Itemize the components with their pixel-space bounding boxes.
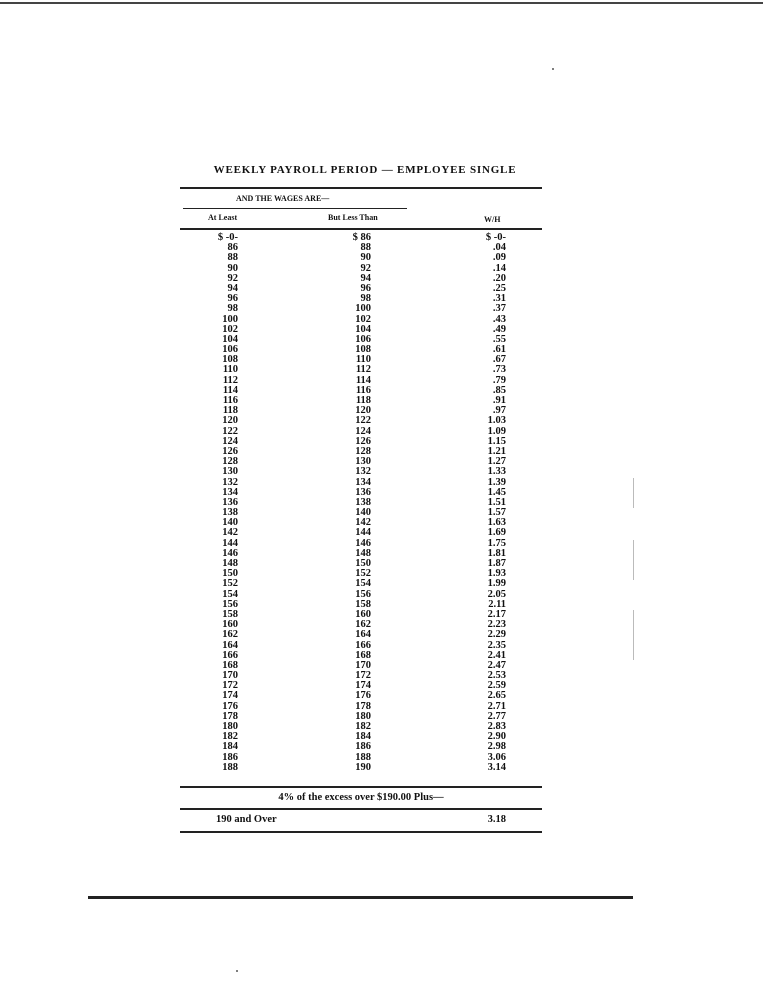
cell-wh: .73 — [492, 364, 506, 376]
cell-less-than: 120 — [355, 405, 371, 417]
cell-wh: 1.75 — [487, 537, 506, 549]
cell-wh: .25 — [492, 282, 506, 294]
cell-at-least: 94 — [227, 282, 238, 294]
cell-at-least: 158 — [222, 608, 238, 620]
cell-wh: .55 — [492, 333, 506, 345]
cell-at-least: 156 — [222, 598, 238, 610]
cell-wh: 1.69 — [487, 527, 506, 539]
cell-at-least: 86 — [227, 242, 238, 254]
header-rule — [180, 228, 542, 230]
cell-less-than: 144 — [355, 527, 371, 539]
cell-at-least: 110 — [222, 364, 238, 376]
cell-wh: 2.41 — [487, 649, 506, 661]
cell-less-than: 90 — [360, 252, 371, 264]
speck — [552, 68, 554, 70]
header-at-least: At Least — [208, 213, 238, 222]
cell-less-than: 134 — [355, 476, 371, 488]
cell-wh: 1.81 — [487, 547, 506, 559]
cell-at-least: 122 — [222, 425, 238, 437]
cell-less-than: 128 — [355, 445, 371, 457]
cell-wh: 1.09 — [487, 425, 506, 437]
table-end-rule — [180, 786, 542, 788]
cell-at-least: 92 — [227, 272, 238, 284]
margin-mark — [633, 478, 634, 508]
cell-less-than: $ 86 — [352, 232, 371, 243]
cell-at-least: 88 — [227, 252, 238, 264]
column-less-than — [345, 233, 371, 773]
speck — [236, 970, 238, 972]
cell-wh: 1.27 — [487, 456, 506, 468]
cell-at-least: 182 — [222, 731, 238, 743]
cell-less-than: 184 — [355, 731, 371, 743]
cell-less-than: 162 — [355, 619, 371, 631]
cell-wh: .91 — [492, 395, 506, 406]
table-bottom-rule — [180, 831, 542, 833]
cell-less-than: 118 — [355, 395, 371, 406]
cell-wh: 2.90 — [487, 731, 506, 743]
cell-wh: 3.14 — [487, 761, 506, 773]
title-rule — [180, 187, 542, 189]
cell-at-least: 106 — [222, 344, 238, 356]
cell-at-least: 128 — [222, 456, 238, 468]
column-at-least — [212, 233, 238, 773]
cell-wh: 1.21 — [487, 445, 506, 457]
cell-less-than: 104 — [355, 323, 371, 335]
cell-wh: .37 — [492, 303, 506, 315]
cell-less-than: 158 — [355, 598, 371, 610]
cell-at-least: 160 — [222, 619, 238, 631]
cell-at-least: 90 — [227, 262, 238, 274]
cell-at-least: 104 — [222, 333, 238, 345]
cell-at-least: 96 — [227, 293, 238, 305]
cell-wh: 2.29 — [487, 629, 506, 641]
over-row-value: 3.18 — [487, 814, 506, 825]
cell-wh: 2.11 — [488, 598, 506, 610]
cell-wh: 1.39 — [487, 476, 506, 488]
cell-at-least: 130 — [222, 466, 238, 478]
cell-less-than: 170 — [355, 659, 371, 671]
margin-mark — [633, 540, 634, 580]
cell-less-than: 152 — [355, 568, 371, 580]
cell-wh: 2.65 — [487, 690, 506, 702]
cell-less-than: 188 — [355, 751, 371, 763]
column-wh — [482, 233, 506, 773]
cell-wh: .43 — [492, 313, 506, 325]
cell-wh: .14 — [492, 262, 506, 274]
cell-wh: $ -0- — [485, 232, 506, 243]
cell-at-least: 146 — [222, 547, 238, 559]
cell-wh: .97 — [492, 405, 506, 417]
cell-wh: .20 — [492, 272, 506, 284]
cell-at-least: 150 — [222, 568, 238, 580]
cell-less-than: 140 — [355, 507, 371, 519]
cell-less-than: 130 — [355, 456, 371, 468]
cell-at-least: 98 — [227, 303, 238, 315]
cell-wh: 2.53 — [487, 670, 506, 682]
cell-wh: .79 — [492, 374, 506, 386]
cell-at-least: 168 — [222, 659, 238, 671]
cell-wh: 1.03 — [487, 415, 506, 427]
cell-less-than: 178 — [355, 700, 371, 712]
cell-at-least: 166 — [222, 649, 238, 661]
cell-wh: 1.15 — [487, 435, 506, 447]
cell-at-least: 172 — [222, 680, 238, 692]
cell-less-than: 102 — [355, 313, 371, 325]
cell-at-least: 120 — [222, 415, 238, 427]
cell-at-least: 164 — [222, 639, 238, 651]
cell-less-than: 110 — [355, 354, 371, 366]
cell-less-than: 168 — [355, 649, 371, 661]
cell-less-than: 116 — [355, 384, 371, 396]
cell-less-than: 172 — [355, 670, 371, 682]
cell-wh: 2.77 — [487, 710, 506, 722]
cell-at-least: 154 — [222, 588, 238, 600]
cell-less-than: 92 — [360, 262, 371, 274]
cell-wh: .61 — [492, 344, 506, 356]
cell-at-least: 186 — [222, 751, 238, 763]
cell-less-than: 124 — [355, 425, 371, 437]
cell-less-than: 142 — [355, 517, 371, 529]
cell-at-least: 114 — [222, 384, 238, 396]
cell-wh: 2.83 — [487, 721, 506, 732]
cell-at-least: 148 — [222, 558, 238, 569]
cell-less-than: 96 — [360, 282, 371, 294]
cell-less-than: 98 — [360, 293, 371, 305]
cell-wh: 2.98 — [487, 741, 506, 753]
cell-at-least: 178 — [222, 710, 238, 722]
cell-less-than: 88 — [360, 242, 371, 254]
cell-at-least: 136 — [222, 496, 238, 508]
cell-at-least: 174 — [222, 690, 238, 702]
cell-at-least: 102 — [222, 323, 238, 335]
cell-less-than: 190 — [355, 761, 371, 773]
cell-wh: .09 — [492, 252, 506, 264]
cell-at-least: 144 — [222, 537, 238, 549]
cell-wh: 2.35 — [487, 639, 506, 651]
margin-mark — [633, 610, 634, 660]
cell-wh: 3.06 — [487, 751, 506, 763]
cell-at-least: 152 — [222, 578, 238, 590]
cell-at-least: 100 — [222, 313, 238, 325]
page-top-border — [0, 2, 763, 4]
cell-less-than: 174 — [355, 680, 371, 692]
cell-less-than: 160 — [355, 608, 371, 620]
over-row-label: 190 and Over — [216, 814, 277, 825]
excess-note: 4% of the excess over $190.00 Plus— — [278, 792, 444, 803]
cell-wh: 1.99 — [487, 578, 506, 590]
cell-at-least: 188 — [222, 761, 238, 773]
cell-at-least: 184 — [222, 741, 238, 753]
cell-less-than: 186 — [355, 741, 371, 753]
group-header-rule — [183, 208, 407, 209]
cell-wh: .04 — [492, 242, 506, 254]
cell-at-least: 180 — [222, 721, 238, 732]
cell-at-least: 112 — [222, 374, 238, 386]
cell-less-than: 150 — [355, 558, 371, 569]
cell-wh: 1.33 — [487, 466, 506, 478]
cell-at-least: 108 — [222, 354, 238, 366]
cell-less-than: 180 — [355, 710, 371, 722]
cell-less-than: 112 — [355, 364, 371, 376]
cell-wh: 2.47 — [487, 659, 506, 671]
cell-at-least: 140 — [222, 517, 238, 529]
cell-at-least: 118 — [222, 405, 238, 417]
cell-less-than: 108 — [355, 344, 371, 356]
cell-at-least: 124 — [222, 435, 238, 447]
cell-less-than: 106 — [355, 333, 371, 345]
cell-less-than: 136 — [355, 486, 371, 498]
cell-wh: 1.93 — [487, 568, 506, 580]
cell-wh: 1.57 — [487, 507, 506, 519]
cell-less-than: 146 — [355, 537, 371, 549]
table-title: WEEKLY PAYROLL PERIOD — EMPLOYEE SINGLE — [213, 164, 517, 176]
cell-less-than: 132 — [355, 466, 371, 478]
cell-at-least: 176 — [222, 700, 238, 712]
cell-less-than: 100 — [355, 303, 371, 315]
cell-less-than: 138 — [355, 496, 371, 508]
cell-less-than: 176 — [355, 690, 371, 702]
cell-wh: .31 — [492, 293, 506, 305]
header-wh: W/H — [484, 215, 501, 224]
cell-less-than: 156 — [355, 588, 371, 600]
cell-at-least: 116 — [222, 395, 238, 406]
cell-less-than: 94 — [360, 272, 371, 284]
cell-at-least: $ -0- — [217, 232, 238, 243]
cell-less-than: 126 — [355, 435, 371, 447]
cell-less-than: 164 — [355, 629, 371, 641]
cell-wh: 1.87 — [487, 558, 506, 569]
cell-at-least: 142 — [222, 527, 238, 539]
cell-at-least: 138 — [222, 507, 238, 519]
cell-wh: 2.71 — [487, 700, 506, 712]
cell-wh: .85 — [492, 384, 506, 396]
cell-less-than: 114 — [355, 374, 371, 386]
cell-wh: 1.45 — [487, 486, 506, 498]
group-header: AND THE WAGES ARE— — [236, 194, 330, 203]
cell-wh: 2.17 — [487, 608, 506, 620]
cell-at-least: 162 — [222, 629, 238, 641]
cell-wh: 1.51 — [487, 496, 506, 508]
cell-wh: 1.63 — [487, 517, 506, 529]
cell-wh: 2.05 — [487, 588, 506, 600]
excess-rule — [180, 808, 542, 810]
cell-less-than: 182 — [355, 721, 371, 732]
cell-wh: .67 — [492, 354, 506, 366]
cell-less-than: 122 — [355, 415, 371, 427]
header-less-than: But Less Than — [328, 213, 378, 222]
cell-less-than: 166 — [355, 639, 371, 651]
cell-at-least: 134 — [222, 486, 238, 498]
cell-at-least: 170 — [222, 670, 238, 682]
cell-wh: 2.59 — [487, 680, 506, 692]
cell-at-least: 132 — [222, 476, 238, 488]
cell-wh: 2.23 — [487, 619, 506, 631]
page-bottom-border — [88, 896, 633, 899]
cell-less-than: 154 — [355, 578, 371, 590]
cell-at-least: 126 — [222, 445, 238, 457]
cell-less-than: 148 — [355, 547, 371, 559]
cell-wh: .49 — [492, 323, 506, 335]
